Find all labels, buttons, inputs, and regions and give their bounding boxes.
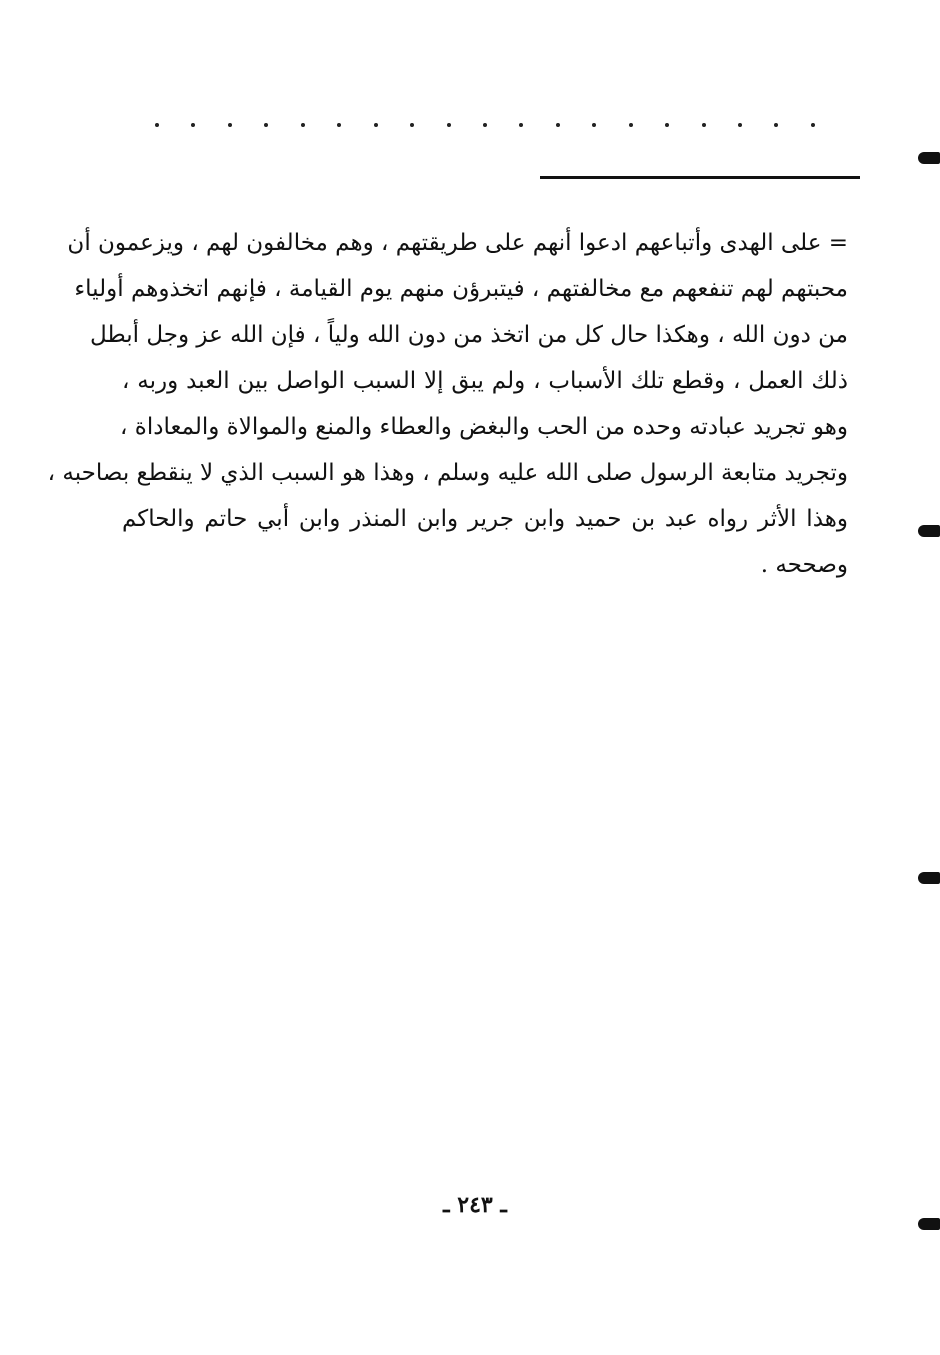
binding-mark: [918, 872, 940, 884]
footnote-line: ذلك العمل ، وقطع تلك الأسباب ، ولم يبق إلا السبب الواصل بين العبد وربه ،: [122, 368, 848, 394]
footnote-rule: [540, 176, 860, 179]
separator-dot: [337, 123, 341, 127]
separator-dot: [447, 123, 451, 127]
separator-dot: [774, 123, 778, 127]
footnote-line: وهذا الأثر رواه عبد بن حميد وابن جرير وابن المنذر وابن أبي حاتم والحاكم: [122, 506, 848, 532]
footnote-line: محبتهم لهم تنفعهم مع مخالفتهم ، فيتبرؤن منهم يوم القيامة ، فإنهم اتخذوهم أولياء: [74, 276, 848, 302]
separator-dot: [629, 123, 633, 127]
separator-dot: [301, 123, 305, 127]
separator-dot: [155, 123, 159, 127]
binding-mark: [918, 152, 940, 164]
separator-dot: [556, 123, 560, 127]
footnote-text: [47, 220, 848, 588]
separator-dot: [264, 123, 268, 127]
binding-mark: [918, 1218, 940, 1230]
separator-dot: [228, 123, 232, 127]
footnote-line: من دون الله ، وهكذا حال كل من اتخذ من دون الله ولياً ، فإن الله عز وجل أبطل: [89, 322, 848, 348]
separator-dot: [519, 123, 523, 127]
page-number: ـ ٢٤٣ ـ: [443, 1192, 507, 1218]
separator-dot: [483, 123, 487, 127]
separator-dot: [738, 123, 742, 127]
footnote-line: = على الهدى وأتباعهم ادعوا أنهم على طريقتهم ، وهم مخالفون لهم ، ويزعمون أن: [67, 230, 848, 256]
separator-dot: [410, 123, 414, 127]
separator-dot: [702, 123, 706, 127]
binding-mark: [918, 525, 940, 537]
footnote-line: وهو تجريد عبادته وحده من الحب والبغض والعطاء والمنع والموالاة والمعاداة ،: [120, 414, 848, 440]
separator-dot: [374, 123, 378, 127]
footnote-line: وصححه .: [760, 552, 848, 578]
separator-dot: [811, 123, 815, 127]
separator-dot: [592, 123, 596, 127]
footnote-line: وتجريد متابعة الرسول صلى الله عليه وسلم ، وهذا هو السبب الذي لا ينقطع بصاحبه ،: [47, 460, 848, 486]
separator-dot: [191, 123, 195, 127]
dotted-separator: [155, 117, 815, 133]
separator-dot: [665, 123, 669, 127]
